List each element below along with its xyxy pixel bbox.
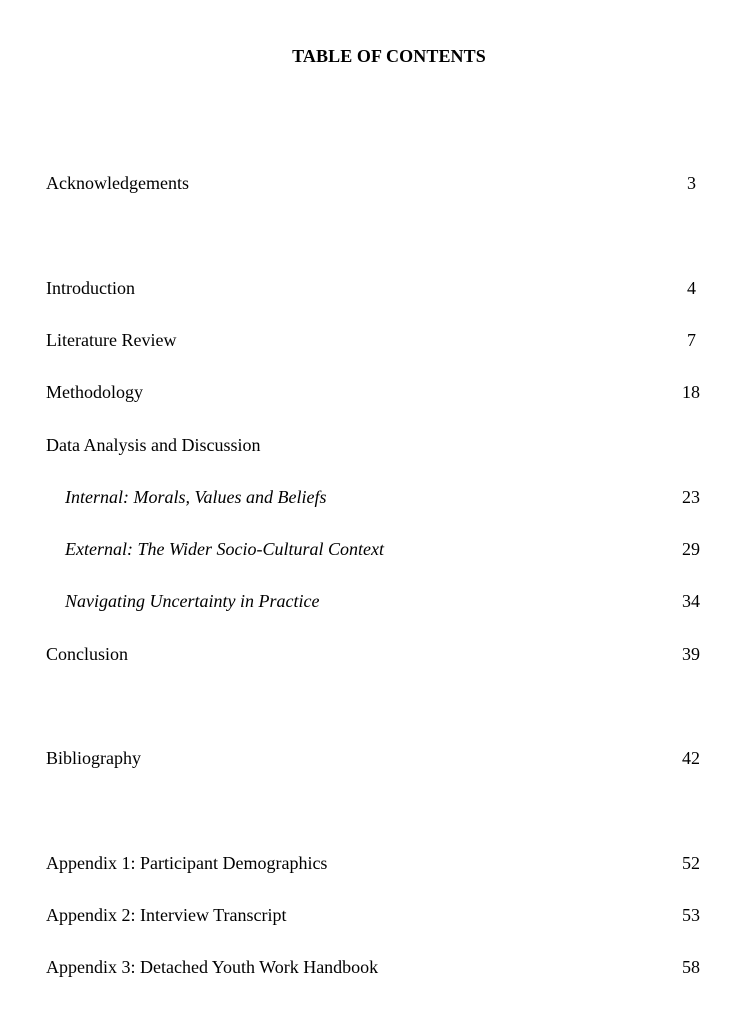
toc-entry-label: Data Analysis and Discussion xyxy=(46,435,261,455)
toc-entry-page-number: 18 xyxy=(682,382,700,402)
toc-entry-label: Conclusion xyxy=(46,644,129,664)
toc-entry-label: External: The Wider Socio-Cultural Context xyxy=(65,539,384,559)
toc-entry-label: Acknowledgements xyxy=(46,173,189,193)
toc-entry-appendix-1 xyxy=(46,851,700,875)
toc-subentry-navigating-uncertainty xyxy=(46,589,700,613)
toc-entry-page-number: 34 xyxy=(682,591,700,611)
page-title: TABLE OF CONTENTS xyxy=(292,46,486,66)
toc-entry-label: Methodology xyxy=(46,382,143,402)
toc-entry-label: Literature Review xyxy=(46,330,177,350)
toc-entry-methodology xyxy=(46,380,700,404)
toc-entry-label: Appendix 2: Interview Transcript xyxy=(46,905,287,925)
toc-entry-page-number: 52 xyxy=(682,853,700,873)
toc-entry-page-number: 4 xyxy=(687,278,696,298)
toc-entry-page-number: 29 xyxy=(682,539,700,559)
toc-entry-literature-review xyxy=(46,328,696,352)
toc-entry-page-number: 3 xyxy=(687,173,696,193)
toc-subentry-internal xyxy=(46,485,700,509)
toc-entry-page-number: 7 xyxy=(687,330,696,350)
toc-subentry-external xyxy=(46,537,700,561)
toc-entry-label: Appendix 3: Detached Youth Work Handbook xyxy=(46,957,379,977)
toc-entry-bibliography xyxy=(46,746,700,770)
toc-entry-page-number: 42 xyxy=(682,748,700,768)
toc-entry-label: Introduction xyxy=(46,278,135,298)
toc-entry-page-number: 53 xyxy=(682,905,700,925)
toc-entry-introduction xyxy=(46,276,696,300)
toc-entry-page-number: 39 xyxy=(682,644,700,664)
toc-entry-conclusion xyxy=(46,642,700,666)
toc-entry-label: Appendix 1: Participant Demographics xyxy=(46,853,328,873)
toc-entry-label: Navigating Uncertainty in Practice xyxy=(65,591,320,611)
toc-entry-label: Internal: Morals, Values and Beliefs xyxy=(65,487,327,507)
toc-entry-label: Bibliography xyxy=(46,748,141,768)
toc-entry-data-analysis xyxy=(46,433,700,457)
toc-entry-page-number: 58 xyxy=(682,957,700,977)
toc-entry-appendix-3 xyxy=(46,955,700,979)
toc-entry-appendix-2 xyxy=(46,903,700,927)
toc-entry-page-number: 23 xyxy=(682,487,700,507)
toc-entry-acknowledgements xyxy=(46,171,696,195)
